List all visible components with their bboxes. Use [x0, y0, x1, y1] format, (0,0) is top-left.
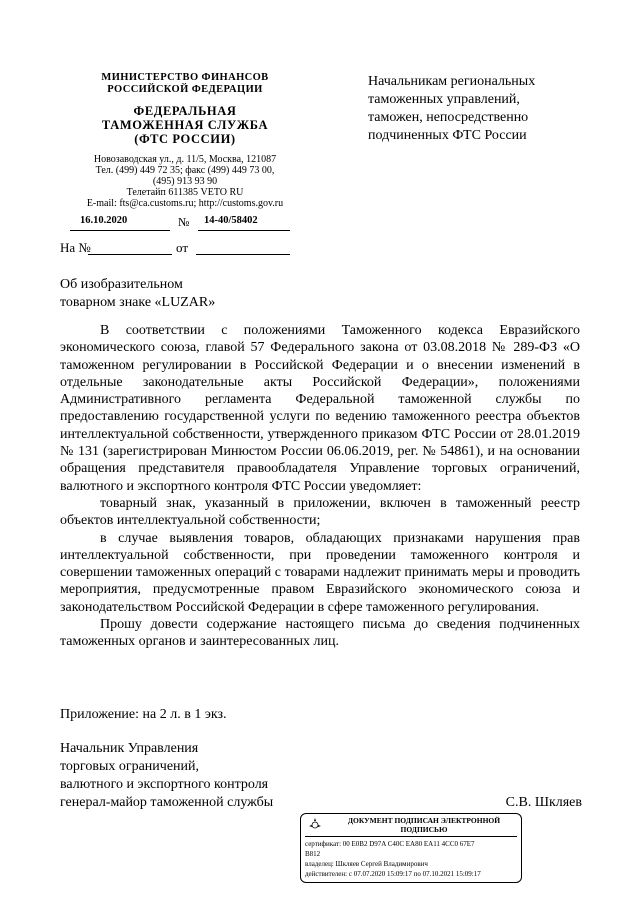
letterhead: [70, 72, 300, 209]
stamp-certificate: сертификат: 00 E0B2 D97A C40C EA80 EA11 4CC0 67E7: [305, 840, 475, 848]
signatory-line-1: Начальник Управления: [60, 741, 199, 756]
signatory-line-4: генерал-майор таможенной службы: [60, 795, 274, 810]
reference-number-label: На №: [60, 240, 91, 255]
service-line-1: ФЕДЕРАЛЬНАЯ: [133, 104, 237, 118]
attachment-note: Приложение: на 2 л. в 1 экз.: [60, 707, 227, 722]
address-line-1: Новозаводская ул., д. 11/5, Москва, 121087: [93, 154, 277, 165]
ministry-line-2: РОССИЙСКОЙ ФЕДЕРАЦИИ: [107, 84, 263, 95]
stamp-certificate-cont: B812: [305, 850, 321, 858]
stamp-header-line-1: ДОКУМЕНТ ПОДПИСАН ЭЛЕКТРОННОЙ: [347, 816, 501, 825]
subject: [60, 276, 320, 312]
addressee-line-3: таможен, непосредственно: [368, 110, 529, 125]
body-paragraph-2: товарный знак, указанный в приложении, включен в таможенный реестр объектов интеллектуальной собственности;: [60, 495, 580, 529]
date-underline: [70, 230, 170, 231]
number-underline: [198, 230, 290, 231]
addressee-block: [368, 73, 588, 145]
reference-number-blank: [88, 254, 172, 255]
addressee-line-4: подчиненных ФТС России: [368, 128, 527, 143]
stamp-owner: владелец: Шкляев Сергей Владимирович: [305, 860, 428, 868]
body-paragraph-3: в случае выявления товаров, обладающих признаками нарушения прав интеллектуальной собственности, при проведении таможенного контроля и совершении таможенных операций с товарами надлежит принимать меры и проводить мероприятия, предусмотренные правом Евразийского экономического союза и законодательством Российской Федерации в сфере таможенного регулирования.: [60, 530, 580, 615]
signatory-name: С.В. Шкляев: [505, 795, 582, 810]
reference-date-blank: [196, 254, 290, 255]
address-block: [70, 154, 300, 209]
address-line-5: E-mail: fts@ca.customs.ru; http://customs.gov.ru: [86, 198, 284, 209]
stamp-header: [305, 816, 517, 834]
signatory-line-3: валютного и экспортного контроля: [60, 777, 269, 792]
stamp-header-line-2: ПОДПИСЬЮ: [400, 825, 448, 834]
service-name: [70, 104, 300, 146]
registration-date: 16.10.2020: [80, 215, 128, 226]
signatory-title: [60, 740, 340, 812]
registration-row: [70, 215, 290, 233]
body-paragraph-4: Прошу довести содержание настоящего письма до сведения подчиненных таможенных органов и заинтересованных лиц.: [60, 617, 580, 650]
reference-row: [60, 240, 300, 258]
address-line-2: Тел. (499) 449 72 35; факс (499) 449 73 00,: [95, 165, 275, 176]
service-line-2: ТАМОЖЕННАЯ СЛУЖБА: [101, 118, 269, 132]
subject-line-1: Об изобразительном: [60, 277, 183, 292]
electronic-signature-stamp: [300, 813, 522, 883]
stamp-validity: действителен: с 07.07.2020 15:09:17 по 07.10.2021 15:09:17: [305, 870, 481, 878]
stamp-divider: [305, 836, 517, 837]
address-line-4: Телетайп 611385 VETO RU: [126, 187, 244, 198]
registration-number: 14-40/58402: [204, 215, 258, 226]
service-line-3: (ФТС РОССИИ): [134, 132, 236, 146]
signatory-line-2: торговых ограничений,: [60, 759, 200, 774]
letter-body: [60, 322, 580, 651]
reference-date-label: от: [176, 240, 189, 255]
ministry-line-1: МИНИСТЕРСТВО ФИНАНСОВ: [101, 72, 269, 83]
number-sign: №: [178, 215, 190, 229]
ministry-name: [70, 72, 300, 96]
addressee-line-2: таможенных управлений,: [368, 92, 520, 107]
emblem-icon: [307, 817, 323, 833]
body-paragraph-1: В соответствии с положениями Таможенного кодекса Евразийского экономического союза, главой 57 Федерального закона от 03.08.2018 № 289-ФЗ «О таможенном регулировании в Российской Федерации и о внесении изменений в отдельные законодательные акты Российской Федерации», положениями Административного регламента Федеральной таможенной службы по предоставлению государственной услуги по ведению таможенного реестра объектов интеллектуальной собственности, утвержденного приказом ФТС России от 28.01.2019 № 131 (зарегистрирован Минюстом России 06.06.2019, рег. № 54861), и на основании обращения представителя правообладателя Управление торговых ограничений, валютного и экспортного контроля ФТС России уведомляет:: [60, 323, 580, 494]
subject-line-2: товарном знаке «LUZAR»: [60, 295, 216, 310]
address-line-3: (495) 913 93 90: [152, 176, 218, 187]
addressee-line-1: Начальникам региональных: [368, 74, 536, 89]
